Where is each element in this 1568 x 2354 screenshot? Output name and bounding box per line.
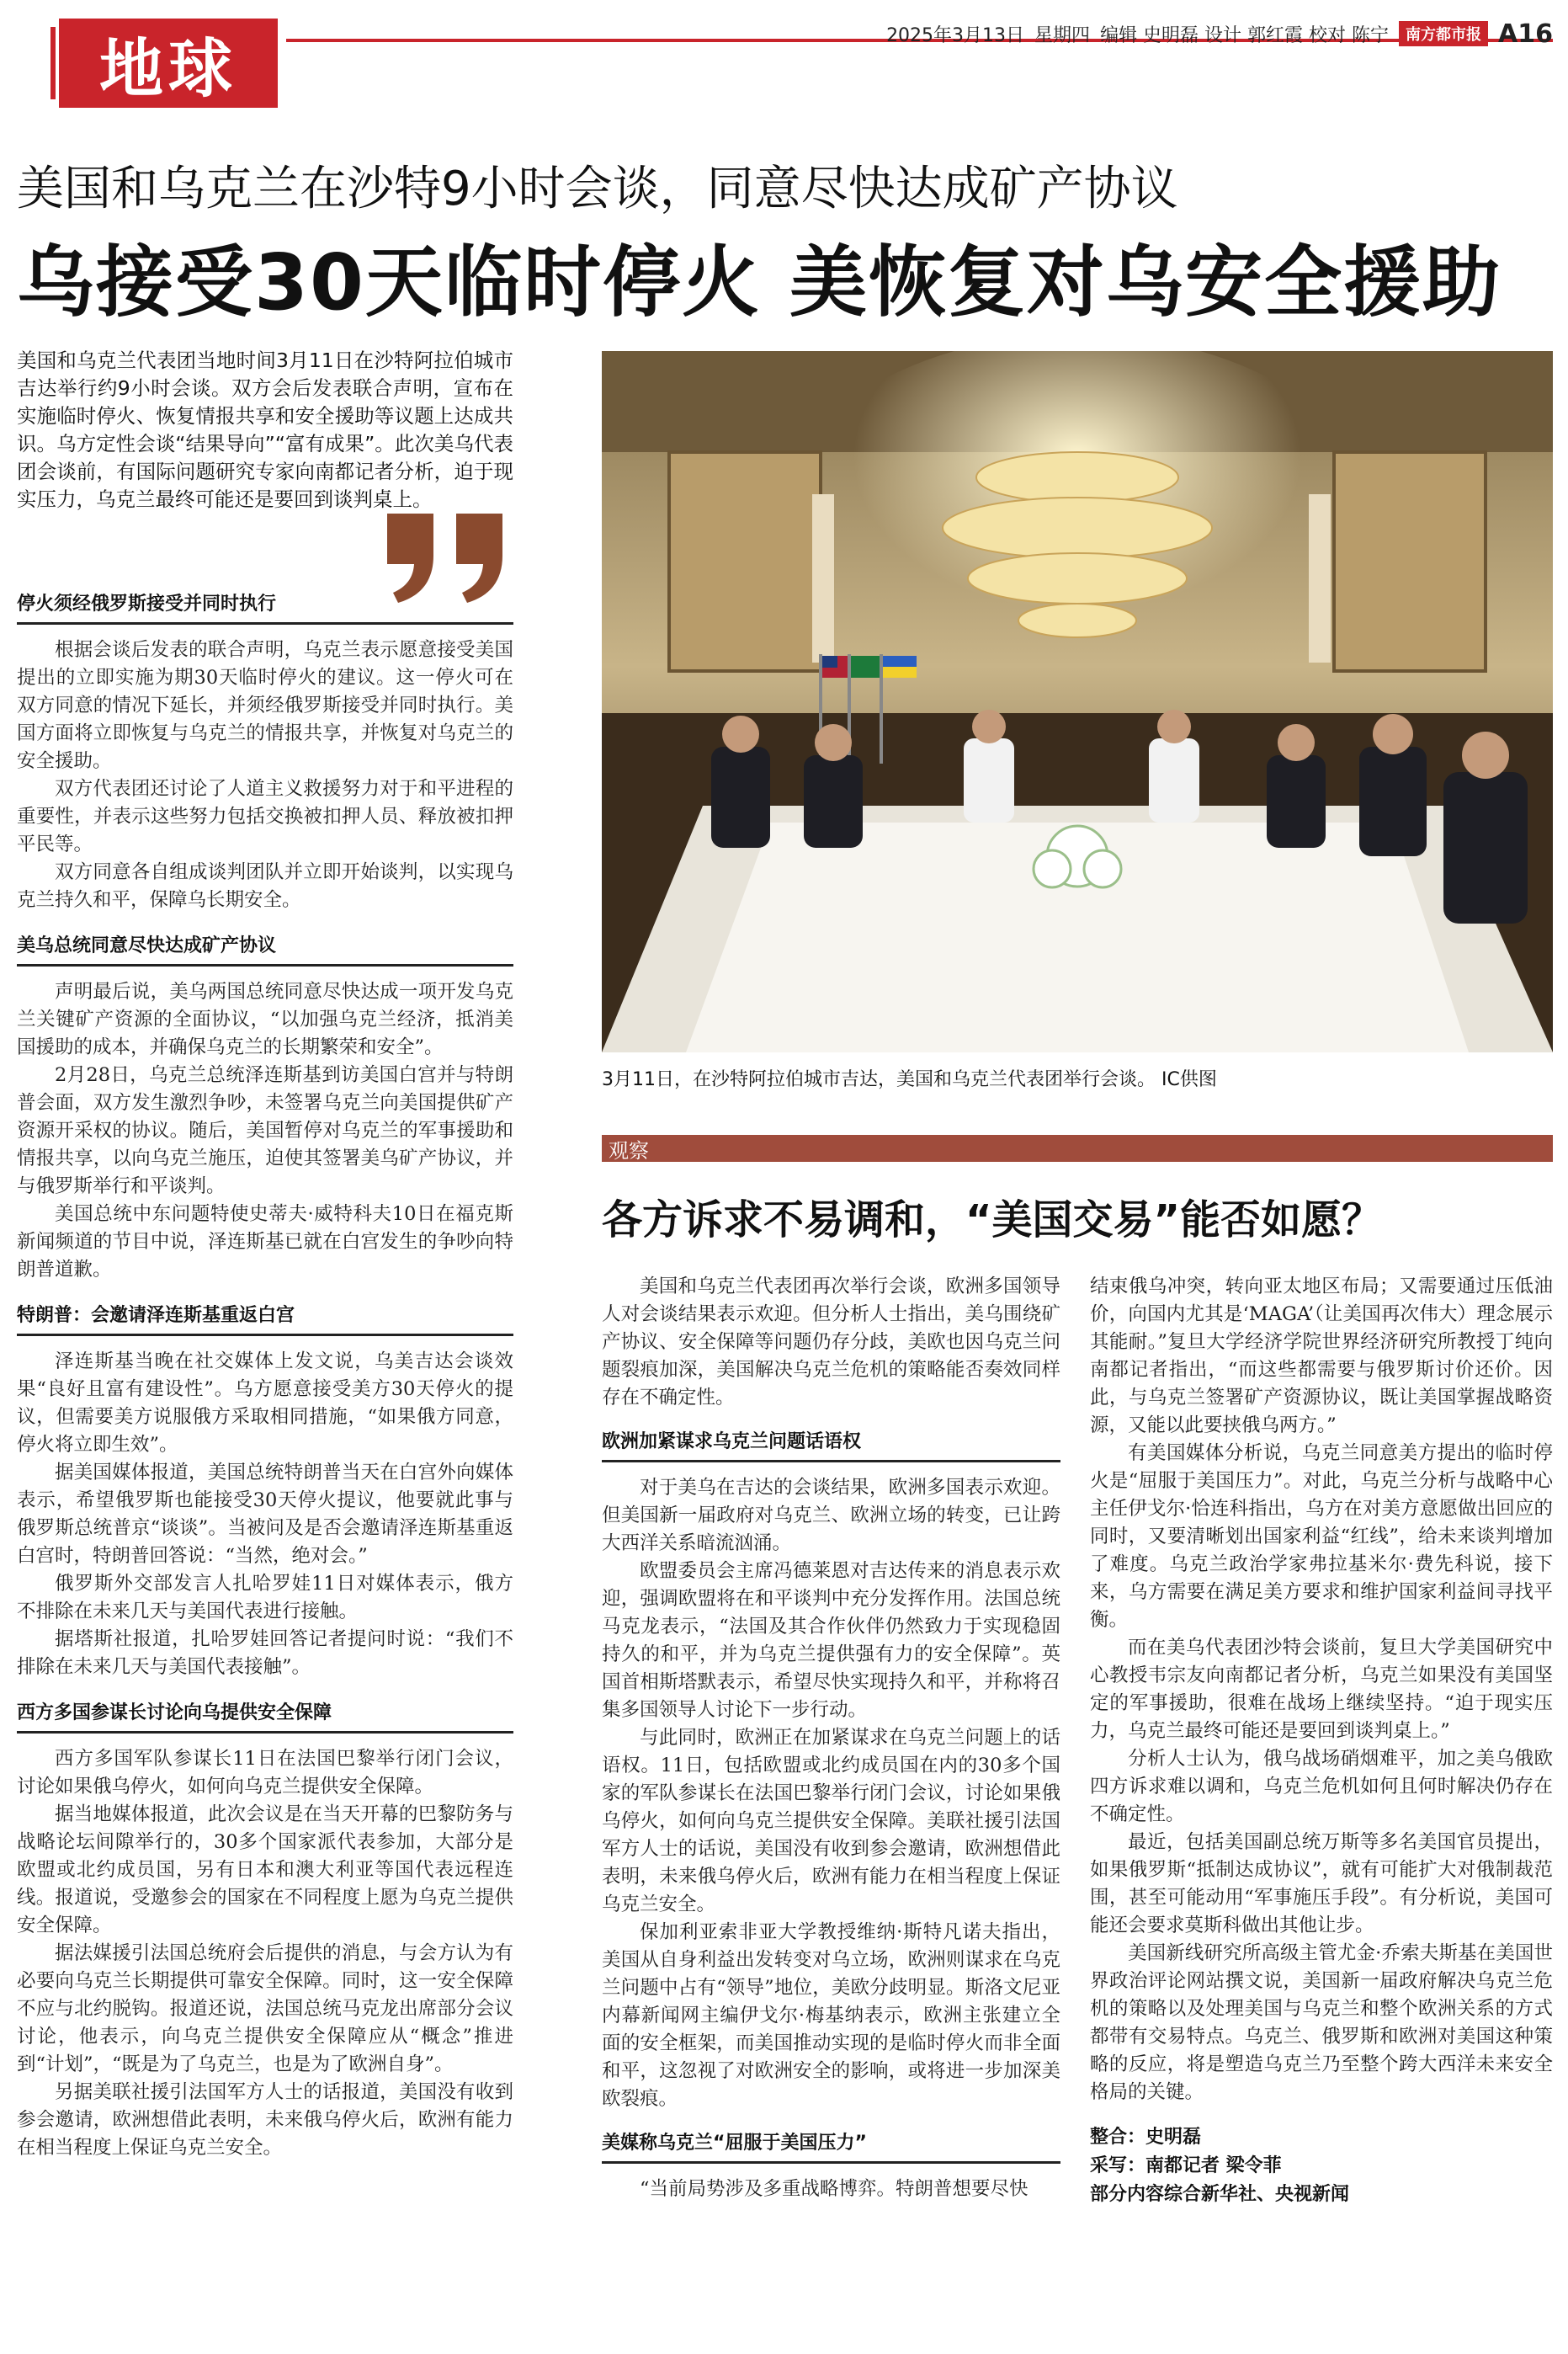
- paper-logo: 南方都市报: [1399, 21, 1488, 46]
- paragraph: 2月28日，乌克兰总统泽连斯基到访美国白宫并与特朗普会面，双方发生激烈争吵，未签署乌克兰向美国提供矿产资源开采权的协议。随后，美国暂停对乌克兰的军事援助和情报共享，以向乌克兰施压，迫使其签署美乌矿产协议，并与俄罗斯举行和平谈判。: [17, 1064, 513, 1197]
- issue-weekday: 星期四: [1034, 24, 1091, 46]
- issue-date: 2025年3月13日: [886, 24, 1025, 46]
- paragraph: 另据美联社援引法国军方人士的话报道，美国没有收到参会邀请，欧洲想借此表明，未来俄乌停火后，欧洲有能力在相当程度上保证乌克兰安全。: [17, 2081, 513, 2159]
- paragraph: 据当地媒体报道，此次会议是在当天开幕的巴黎防务与战略论坛间隙举行的，30多个国家派代表参加，大部分是欧盟或北约成员国，另有日本和澳大利亚等国代表远程连线。报道说，受邀参会的国家在不同程度上愿为乌克兰提供安全保障。: [17, 1803, 513, 1936]
- paragraph: 据美国媒体报道，美国总统特朗普当天在白宫外向媒体表示，希望俄罗斯也能接受30天停火提议，他要就此事与俄罗斯总统普京“谈谈”。当被问及是否会邀请泽连斯基重返白宫时，特朗普回答说：“当然，绝对会。”: [17, 1462, 513, 1567]
- paragraph: 欧盟委员会主席冯德莱恩对吉达传来的消息表示欢迎，强调欧盟将在和平谈判中充分发挥作用。法国总统马克龙表示，“法国及其合作伙伴仍然致力于实现稳固持久的和平，并为乌克兰提供强有力的安全保障”。英国首相斯塔默表示，希望尽快实现持久和平，并称将召集多国领导人讨论下一步行动。: [602, 1560, 1060, 1721]
- paragraph-continued: 结束俄乌冲突，转向亚太地区布局；又需要通过压低油价，向国内尤其是‘MAGA’（让美国再次伟大）理念展示其能耐。”复旦大学经济学院世界经济研究所教授丁纯向南都记者指出，“而这些都需要与俄罗斯讨价还价。因此，与乌克兰签署矿产资源协议，既让美国掌握战略资源，又能以此要挟俄乌两方。”: [1090, 1276, 1553, 1436]
- paragraph: 对于美乌在吉达的会谈结果，欧洲多国表示欢迎。但美国新一届政府对乌克兰、欧洲立场的转变，已让跨大西洋关系暗流汹涌。: [602, 1477, 1060, 1554]
- observation-section: [602, 1273, 1060, 1412]
- paragraph: 有美国媒体分析说，乌克兰同意美方提出的临时停火是“屈服于美国压力”。对此，乌克兰分析与战略中心主任伊戈尔·恰连科指出，乌方在对美方意愿做出回应的同时，又要清晰划出国家利益“红线”，给未来谈判增加了难度。乌克兰政治学家弗拉基米尔·费先科说，接下来，乌方需要在满足美方要求和维护国家利益间寻找平衡。: [1090, 1442, 1553, 1631]
- staff-credits: 编辑 史明磊 设计 郭红霞 校对 陈宁: [1100, 24, 1390, 46]
- meeting-photo-icon: [602, 351, 1553, 1052]
- paragraph: 根据会谈后发表的联合声明，乌克兰表示愿意接受美国提出的立即实施为期30天临时停火的建议。这一停火可在双方同意的情况下延长，并须经俄罗斯接受并同时执行。美国方面将立即恢复与乌克兰的情报共享，并恢复对乌克兰的安全援助。: [17, 639, 513, 772]
- paragraph: 西方多国军队参谋长11日在法国巴黎举行闭门会议，讨论如果俄乌停火，如何向乌克兰提供安全保障。: [17, 1748, 513, 1797]
- kicker-headline: 美国和乌克兰在沙特9小时会谈，同意尽快达成矿产协议: [17, 162, 1178, 216]
- section-heading: 美媒称乌克兰“屈服于美国压力”: [602, 2128, 1060, 2164]
- paragraph: 双方同意各自组成谈判团队并立即开始谈判，以实现乌克兰持久和平，保障乌长期安全。: [17, 861, 513, 911]
- left-section: [17, 1301, 513, 1681]
- section-body: [17, 636, 513, 914]
- section-body: [602, 1273, 1060, 1412]
- masthead: [0, 0, 1568, 109]
- observation-section: [602, 2128, 1060, 2203]
- section-body: [602, 2176, 1060, 2203]
- section-heading: 欧洲加紧谋求乌克兰问题话语权: [602, 1427, 1060, 1462]
- credit-line: 采写：南都记者 梁令菲: [1090, 2155, 1282, 2176]
- meeting-photo: [602, 351, 1553, 1052]
- paragraph: 泽连斯基当晚在社交媒体上发文说，乌美吉达会谈效果“良好且富有建设性”。乌方愿意接受美方30天停火的提议，但需要美方说服俄方采取相同措施，“如果俄方同意，停火将立即生效”。: [17, 1350, 513, 1456]
- left-section: [17, 931, 513, 1284]
- observation-label: 观察: [602, 1135, 1553, 1162]
- paragraph: 最近，包括美国副总统万斯等多名美国官员提出，如果俄罗斯“抵制达成协议”，就有可能扩大对俄制裁范围，甚至可能动用“军事施压手段”。有分析说，美国可能还会要求莫斯科做出其他让步。: [1090, 1831, 1553, 1936]
- paragraph: 美国新线研究所高级主管尤金·乔索夫斯基在美国世界政治评论网站撰文说，美国新一届政府解决乌克兰危机的策略以及处理美国与乌克兰和整个欧洲关系的方式都带有交易特点。乌克兰、俄罗斯和欧洲对美国这种策略的反应，将是塑造乌克兰乃至整个跨大西洋未来安全格局的关键。: [1090, 1942, 1553, 2103]
- lead-paragraph: 美国和乌克兰代表团当地时间3月11日在沙特阿拉伯城市吉达举行约9小时会谈。双方会后发表联合声明，宣布在实施临时停火、恢复情报共享和安全援助等议题上达成共识。乌方定性会谈“结果导向”“富有成果”。此次美乌代表团会谈前，有国际问题研究专家向南都记者分析，迫于现实压力，乌克兰最终可能还是要回到谈判桌上。: [17, 349, 513, 511]
- observation-middle-column: [602, 1273, 1060, 2218]
- section-body: [17, 1745, 513, 2162]
- observation-title: 各方诉求不易调和，“美国交易”能否如愿？: [602, 1196, 1383, 1244]
- observation-right-column: [1090, 1273, 1553, 2209]
- paragraph: 分析人士认为，俄乌战场硝烟难平，加之美乌俄欧四方诉求难以调和，乌克兰危机如何且何时解决仍存在不确定性。: [1090, 1748, 1553, 1825]
- credit-line: 部分内容综合新华社、央视新闻: [1090, 2184, 1350, 2205]
- observation-section: [602, 1427, 1060, 2113]
- paragraph: 据塔斯社报道，扎哈罗娃回答记者提问时说：“我们不排除在未来几天与美国代表接触”。: [17, 1628, 513, 1678]
- section-heading: 美乌总统同意尽快达成矿产协议: [17, 931, 513, 967]
- paragraph: 而在美乌代表团沙特会谈前，复旦大学美国研究中心教授韦宗友向南都记者分析，乌克兰如果没有美国坚定的军事援助，很难在战场上继续坚持。“迫于现实压力，乌克兰最终可能还是要回到谈判桌上。”: [1090, 1637, 1553, 1742]
- left-column: [17, 589, 513, 2179]
- paragraph: 美国总统中东问题特使史蒂夫·威特科夫10日在福克斯新闻频道的节目中说，泽连斯基已就在白宫发生的争吵向特朗普道歉。: [17, 1203, 513, 1281]
- section-body: [17, 1348, 513, 1681]
- paragraph: 保加利亚索非亚大学教授维纳·斯特凡诺夫指出，美国从自身利益出发转变对乌立场，欧洲则谋求在乌克兰问题中占有“领导”地位，美欧分歧明显。斯洛文尼亚内幕新闻网主编伊戈尔·梅基纳表示，欧洲主张建立全面的安全框架，而美国推动实现的是临时停火而非全面和平，这忽视了对欧洲安全的影响，或将进一步加深美欧裂痕。: [602, 1921, 1060, 2110]
- section-heading: 特朗普：会邀请泽连斯基重返白宫: [17, 1301, 513, 1336]
- article-credits: [1090, 2123, 1553, 2209]
- page-number: A16: [1498, 19, 1553, 49]
- paragraph: 声明最后说，美乌两国总统同意尽快达成一项开发乌克兰关键矿产资源的全面协议，“以加强乌克兰经济，抵消美国援助的成本，并确保乌克兰的长期繁荣和安全”。: [17, 981, 513, 1058]
- section-label: 地球: [59, 19, 278, 108]
- left-section: [17, 1698, 513, 2162]
- section-body: [1090, 1273, 1553, 2106]
- paragraph: “当前局势涉及多重战略博弈。特朗普想要尽快: [640, 2178, 1029, 2200]
- paragraph: 据法媒援引法国总统府会后提供的消息，与会方认为有必要向乌克兰长期提供可靠安全保障。同时，这一安全保障不应与北约脱钩。报道还说，法国总统马克龙出席部分会议讨论，他表示，向乌克兰提供安全保障应从“概念”推进到“计划”，“既是为了乌克兰，也是为了欧洲自身”。: [17, 1942, 513, 2075]
- section-heading: 西方多国参谋长讨论向乌提供安全保障: [17, 1698, 513, 1734]
- section-body: [17, 978, 513, 1284]
- issue-info: [886, 17, 1553, 51]
- paragraph: 美国和乌克兰代表团再次举行会谈，欧洲多国领导人对会谈结果表示欢迎。但分析人士指出，美乌围绕矿产协议、安全保障等问题仍存分歧，美欧也因乌克兰问题裂痕加深，美国解决乌克兰危机的策略能否奏效同样存在不确定性。: [602, 1276, 1060, 1409]
- main-headline: 乌接受30天临时停火 美恢复对乌安全援助: [17, 237, 1502, 328]
- section-heading: 停火须经俄罗斯接受并同时执行: [17, 589, 513, 625]
- paragraph: 俄罗斯外交部发言人扎哈罗娃11日对媒体表示，俄方不排除在未来几天与美国代表进行接触。: [17, 1573, 513, 1622]
- paragraph: 与此同时，欧洲正在加紧谋求在乌克兰问题上的话语权。11日，包括欧盟或北约成员国在内的30多个国家的军队参谋长在法国巴黎举行闭门会议，讨论如果俄乌停火，如何向乌克兰提供安全保障。美联社援引法国军方人士的话说，美国没有收到参会邀请，欧洲想借此表明，未来俄乌停火后，欧洲有能力在相当程度上保证乌克兰安全。: [602, 1727, 1060, 1915]
- photo-caption: 3月11日，在沙特阿拉伯城市吉达，美国和乌克兰代表团举行会谈。 IC供图: [602, 1069, 1217, 1090]
- paragraph: 双方代表团还讨论了人道主义救援努力对于和平进程的重要性，并表示这些努力包括交换被扣押人员、释放被扣押平民等。: [17, 778, 513, 855]
- section-body: [602, 1474, 1060, 2113]
- left-section: [17, 589, 513, 914]
- credit-line: 整合：史明磊: [1090, 2127, 1202, 2148]
